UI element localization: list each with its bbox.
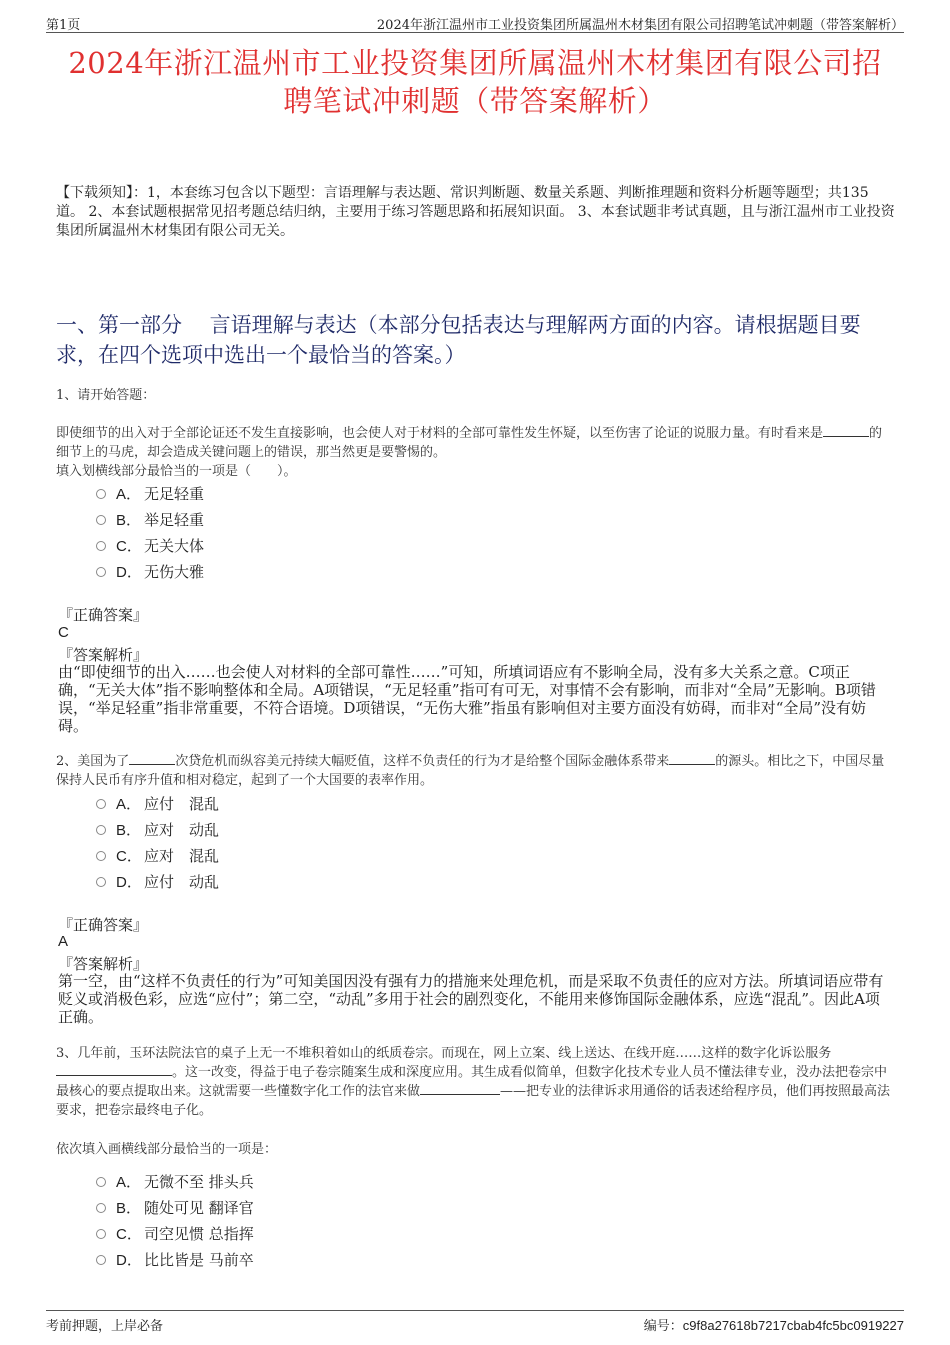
q2-option-b[interactable]: B． 应对 动乱 (96, 820, 219, 840)
radio-icon[interactable] (96, 1255, 106, 1265)
q1-analysis-label: 『答案解析』 (58, 646, 149, 664)
q2-blank-1 (129, 764, 175, 765)
q1-correct-answer: C (58, 624, 69, 641)
radio-icon[interactable] (96, 515, 106, 525)
radio-icon[interactable] (96, 1203, 106, 1213)
radio-icon[interactable] (96, 851, 106, 861)
footer-slogan: 考前押题，上岸必备 (46, 1319, 164, 1334)
radio-icon[interactable] (96, 567, 106, 577)
radio-icon[interactable] (96, 799, 106, 809)
q3-stem: 3、几年前，玉环法院法官的桌子上无一不堆积着如山的纸质卷宗。而现在，网上立案、线上送达、在线开庭……这样的数字化诉讼服务。这一改变，得益于电子卷宗随案生成和深度应用。其生成看似简单，但数字化技术专业人员不懂法律专业，没办法把卷宗中最核心的要点提取出来。这就需要一些懂数字化工作的法官来做 ——把专业的法律诉求用通俗的话表述给程序员，他们再按照最高法要求，把卷宗最终电子化。 (56, 1046, 891, 1118)
q1-option-a[interactable]: A． 无足轻重 (96, 484, 204, 504)
radio-icon[interactable] (96, 541, 106, 551)
q1-blank (823, 436, 869, 437)
q2-option-c[interactable]: C． 应对 混乱 (96, 846, 219, 866)
q3-prompt: 依次填入画横线部分最恰当的一项是： (56, 1142, 278, 1157)
radio-icon[interactable] (96, 825, 106, 835)
radio-icon[interactable] (96, 489, 106, 499)
q1-prompt: 填入划横线部分最恰当的一项是（ ）。 (56, 464, 297, 479)
q3-option-b[interactable]: B． 随处可见 翻译官 (96, 1198, 254, 1218)
document-title (46, 44, 904, 120)
q1-option-b[interactable]: B． 举足轻重 (96, 510, 204, 530)
section-heading: 一、第一部分 言语理解与表达（本部分包括表达与理解两方面的内容。请根据题目要求，在四个选项中选出一个最恰当的答案。） (56, 313, 861, 367)
page-number: 第1页 (46, 18, 81, 33)
q1-stem-part-a: 即使细节的出入对于全部论证还不发生直接影响，也会使人对于材料的全部可靠性发生怀疑，以至伤害了论证的说服力量。有时看来是 (56, 426, 824, 441)
q1-correct-answer-label: 『正确答案』 (58, 606, 149, 624)
q2-correct-answer-label: 『正确答案』 (58, 916, 149, 934)
q1-stem-part-b: 的细节上的马虎，却会造成关键问题上的错误，那当然更是要警惕的。 (56, 426, 883, 460)
radio-icon[interactable] (96, 1177, 106, 1187)
header-doc-title: 2024年浙江温州市工业投资集团所属温州木材集团有限公司招聘笔试冲刺题（带答案解析） (376, 18, 904, 33)
q1-analysis: 由“即使细节的出入……也会使人对材料的全部可靠性……”可知，所填词语应有不影响全局，没有多大关系之意。C项正确，“无关大体”指不影响整体和全局。A项错误，“无足轻重”指可有可无，对事情不会有影响，而非对“全局”无影响。B项错误，“举足轻重”指非常重要，不符合语境。D项错误，“无伤大雅”指虽有影响但对主要方面没有妨碍，而非对“全局”没有妨碍。 (58, 663, 876, 735)
q2-analysis-label: 『答案解析』 (58, 955, 149, 973)
q2-analysis: 第一空，由“这样不负责任的行为”可知美国因没有强有力的措施来处理危机，而是采取不负责任的应对方法。所填词语应带有贬义或消极色彩，应选“应付”；第二空，“动乱”多用于社会的剧烈变化，不能用来修饰国际金融体系，应选“混乱”。因此A项正确。 (58, 972, 884, 1026)
radio-icon[interactable] (96, 1229, 106, 1239)
q2-option-d[interactable]: D． 应付 动乱 (96, 872, 219, 892)
page-header (46, 12, 904, 33)
document-code-label: 编号： (643, 1319, 683, 1334)
download-notice: 【下载须知】：1，本套练习包含以下题型：言语理解与表达题、常识判断题、数量关系题、判断推理题和资料分析题等题型；共135道。 2、本套试题根据常见招考题总结归纳，主要用于练习答题思路和拓展知识面。 3、本套试题非考试真题，且与浙江温州市工业投资集团所属温州木材集团有限公司无关。 (56, 185, 895, 239)
title-line-2: 聘笔试冲刺题（带答案解析） (283, 84, 667, 118)
title-line-1: 2024年浙江温州市工业投资集团所属温州木材集团有限公司招 (68, 46, 882, 80)
q3-option-d[interactable]: D． 比比皆是 马前卒 (96, 1250, 254, 1270)
q3-blank-2 (420, 1094, 500, 1095)
q2-correct-answer: A (58, 933, 69, 950)
radio-icon[interactable] (96, 877, 106, 887)
q3-option-c[interactable]: C． 司空见惯 总指挥 (96, 1224, 254, 1244)
document-code (644, 1315, 904, 1334)
document-code-value: c9f8a27618b7217cbab4fc5bc0919227 (682, 1318, 904, 1333)
q2-blank-2 (669, 764, 715, 765)
q3-blank-1 (56, 1075, 172, 1076)
q1-stem (56, 424, 894, 462)
q1-label: 1、请开始答题： (56, 388, 156, 403)
q3-option-a[interactable]: A． 无微不至 排头兵 (96, 1172, 254, 1192)
q2-option-a[interactable]: A． 应付 混乱 (96, 794, 219, 814)
q1-option-c[interactable]: C． 无关大体 (96, 536, 204, 556)
page-footer (46, 1310, 904, 1334)
q2-stem: 2、美国为了 次贷危机而纵容美元持续大幅贬值，这样不负责任的行为才是给整个国际金融体系带来 的源头。相比之下，中国尽量保持人民币有序升值和相对稳定，起到了一个大国要的表率作用。 (56, 754, 885, 788)
q1-option-d[interactable]: D． 无伤大雅 (96, 562, 204, 582)
